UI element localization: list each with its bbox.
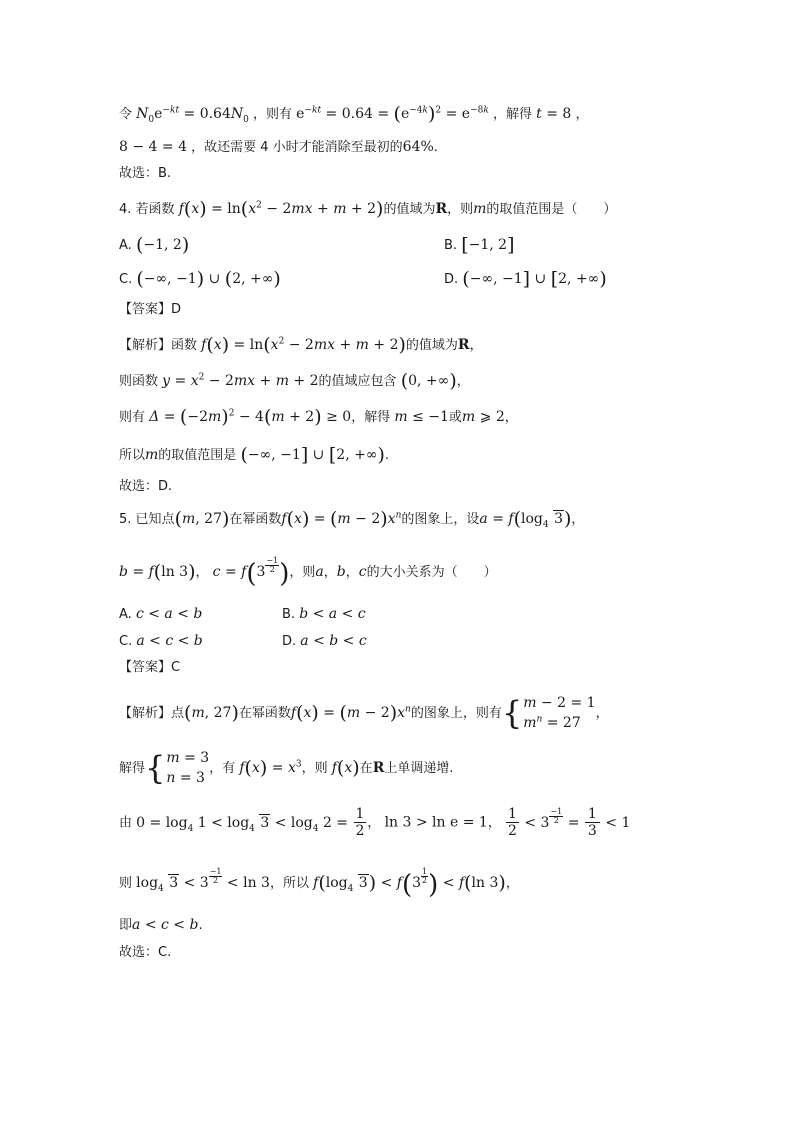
option-5a: A. c < a < b	[119, 606, 203, 622]
option-4c: C. (−∞, −1) ∪ (2, +∞)	[119, 268, 281, 290]
question-4: 4. 若函数 $f(x) = \ln(x^2 - 2mx + m + 2)$的值域为R，则m的取值范围是（ ）	[119, 198, 617, 220]
formula: $N_0e^{-kt} = 0.64N_0$	[136, 105, 249, 125]
analysis-5-line-4: 则 $\log_4 3 < 3$ $\frac{-1}{2}$ < ln 3，所以 $f(\log_4$ 3) < f(3 $\frac{1}{2}$ ) < f(ln 3)，	[119, 867, 519, 900]
analysis-4-end: 故选：D.	[119, 479, 173, 494]
formula: $e^{-kt} = 0.64 = (e^{-4k})^2 = e^{-8k}$	[296, 103, 489, 125]
analysis-4-line-1: 【解析】函数 $f(x) = \ln(x^2 - 2mx + m + 2)$的值域为R，	[119, 334, 483, 356]
analysis-4-line-4: 所以m的取值范围是 (−∞, −1] ∪ [2, +∞).	[119, 444, 390, 466]
analysis-5-line-1: 【解析】点(m, 27)在幂函数$f(x) = (m - 2)x^n$的图象上，则有 { m − 2 = 1 $m^n = 27$ ，	[119, 694, 609, 733]
option-4d: D. (−∞, −1] ∪ [2, +∞)	[444, 268, 607, 290]
analysis-5-line-3: 由 $0 = \log_4 1 < \log_4 3 < \log_4 2$ = $\frac{1}{2}$ ， ln 3 > ln e = 1， $\frac{1}{2}$ < 3 $\frac{-1}{2}$ = $\frac{1}{3}$ < 1	[119, 806, 631, 840]
answer-4: 【答案】D	[119, 302, 182, 317]
line-2: 8 − 4 = 4 ，故还需要 4 小时才能消除至最初的64%.	[119, 139, 438, 155]
analysis-5-end: 故选：C.	[119, 945, 172, 960]
question-5-line-1: 5. 已知点(m, 27)在幂函数$f(x) = (m - 2)x^n$的图象上，设$a = f(\log_4$ 3)，	[119, 508, 585, 530]
analysis-5-line-5: 即a < c < b.	[119, 917, 203, 933]
formula: 8 − 4 = 4	[119, 139, 187, 155]
option-4a: A. (−1, 2)	[119, 234, 190, 256]
line-3: 故选：B.	[119, 166, 172, 181]
option-4b: B. [−1, 2]	[444, 234, 515, 256]
option-5c: C. a < c < b	[119, 633, 203, 649]
formula: $f(x) = \ln(x^2 - 2mx + m + 2)$	[178, 198, 384, 220]
line-1: 令 $N_0e^{-kt} = 0.64N_0$ ，则有 $e^{-kt} = 0.64 = (e^{-4k})^2 = e^{-8k}$ ，解得 t = 8 ，	[119, 103, 589, 125]
analysis-4-line-2: 则函数 $y = x^2 - 2mx + m + 2$的值域应包含 (0, +∞)，	[119, 370, 470, 392]
analysis-5-line-2: 解得 { m = 3 n = 3 ，有 $f(x) = x^3$，则 f(x)在R上单调递增.	[119, 749, 454, 788]
question-5-line-2: b = f(ln 3)， c = f(3 $\frac{-1}{2}$ )，则a，b，c的大小关系为（ ）	[119, 556, 497, 589]
analysis-4-line-3: 则有 $\Delta = (-2m)^2 - 4(m + 2) \ge 0$，解得 m ≤ −1或m ⩾ 2，	[119, 406, 518, 428]
answer-5: 【答案】C	[119, 660, 181, 675]
option-5b: B. b < a < c	[282, 606, 366, 622]
formula: t = 8	[536, 106, 572, 122]
option-5d: D. a < b < c	[282, 633, 367, 649]
